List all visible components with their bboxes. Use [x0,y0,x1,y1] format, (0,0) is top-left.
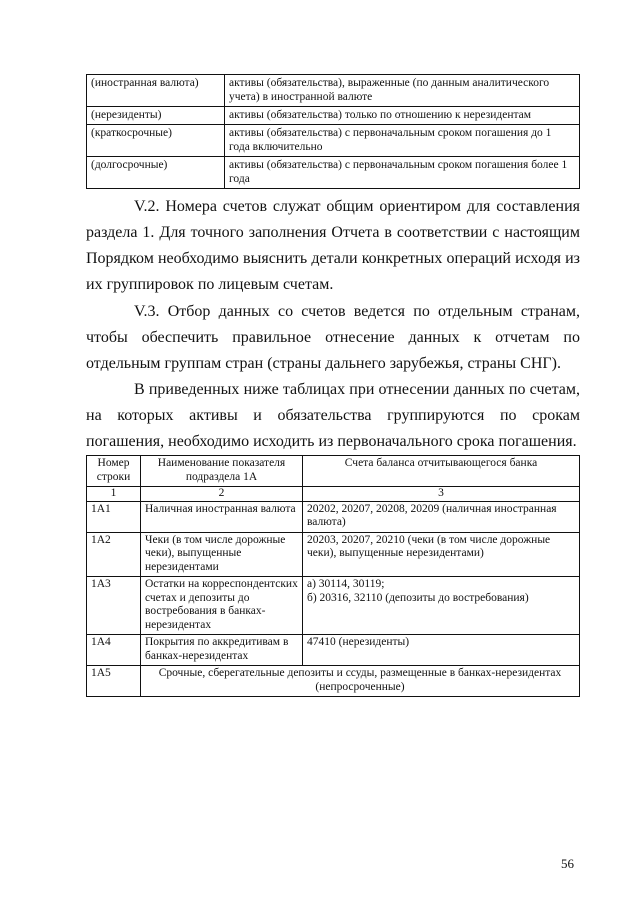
row-line-number: 1А5 [87,666,141,697]
definitions-table [86,74,580,189]
row-accounts: а) 30114, 30119; б) 20316, 32110 (депозиты до востребования) [303,577,580,635]
row-accounts: 20202, 20207, 20208, 20209 (наличная иностранная валюта) [303,501,580,532]
column-number-row [87,487,580,502]
definition-term: (краткосрочные) [87,125,225,157]
definition-text: активы (обязательства) с первоначальным сроком погашения до 1 года включительно [225,125,580,157]
row-accounts: 20203, 20207, 20210 (чеки (в том числе дорожные чеки), выпущенные нерезидентами) [303,532,580,577]
definition-row [87,107,580,125]
table-row [87,532,580,577]
definition-term: (иностранная валюта) [87,75,225,107]
row-line-number: 1А1 [87,501,141,532]
accounts-table [86,455,580,697]
definition-term: (долгосрочные) [87,157,225,189]
header-indicator: Наименование показателя подраздела 1А [141,456,303,487]
row-line-number: 1А3 [87,577,141,635]
column-number: 2 [141,487,303,502]
row-indicator: Остатки на корреспондентских счетах и депозиты до востребования в банках-нерезидентах [141,577,303,635]
column-number: 3 [303,487,580,502]
row-indicator: Наличная иностранная валюта [141,501,303,532]
row-indicator: Чеки (в том числе дорожные чеки), выпущенные нерезидентами [141,532,303,577]
row-indicator: Покрытия по аккредитивам в банках-нерезидентах [141,635,303,666]
table-row [87,501,580,532]
definition-text: активы (обязательства), выраженные (по данным аналитического учета) в иностранной валюте [225,75,580,107]
header-accounts: Счета баланса отчитывающегося банка [303,456,580,487]
page-number: 56 [561,856,574,871]
header-line-number: Номер строки [87,456,141,487]
paragraph-v3: V.3. Отбор данных со счетов ведется по отдельным странам, чтобы обеспечить правильное отнесение данных к отчетам по отдельным группам стран (страны дальнего зарубежья, страны СНГ). [86,303,580,372]
row-merged-description: Срочные, сберегательные депозиты и ссуды, размещенные в банках-нерезидентах (непросроченные) [141,666,580,697]
definition-row [87,125,580,157]
table-row-merged [87,666,580,697]
table-row [87,635,580,666]
definition-row [87,157,580,189]
row-line-number: 1А4 [87,635,141,666]
paragraph-v2: V.2. Номера счетов служат общим ориентиром для составления раздела 1. Для точного заполнения Отчета в соответствии с настоящим Порядком необходимо выяснить детали конкретных операций исходя из их группировок по лицевым счетам. [86,198,580,293]
table-row [87,577,580,635]
definition-term: (нерезиденты) [87,107,225,125]
column-number: 1 [87,487,141,502]
definition-row [87,75,580,107]
definition-text: активы (обязательства) с первоначальным сроком погашения более 1 года [225,157,580,189]
row-line-number: 1А2 [87,532,141,577]
table-header-row [87,456,580,487]
paragraph-note: В приведенных ниже таблицах при отнесении данных по счетам, на которых активы и обязательства группируются по срокам погашения, необходимо исходить из первоначального срока погашения. [86,381,580,450]
row-accounts: 47410 (нерезиденты) [303,635,580,666]
definition-text: активы (обязательства) только по отношению к нерезидентам [225,107,580,125]
